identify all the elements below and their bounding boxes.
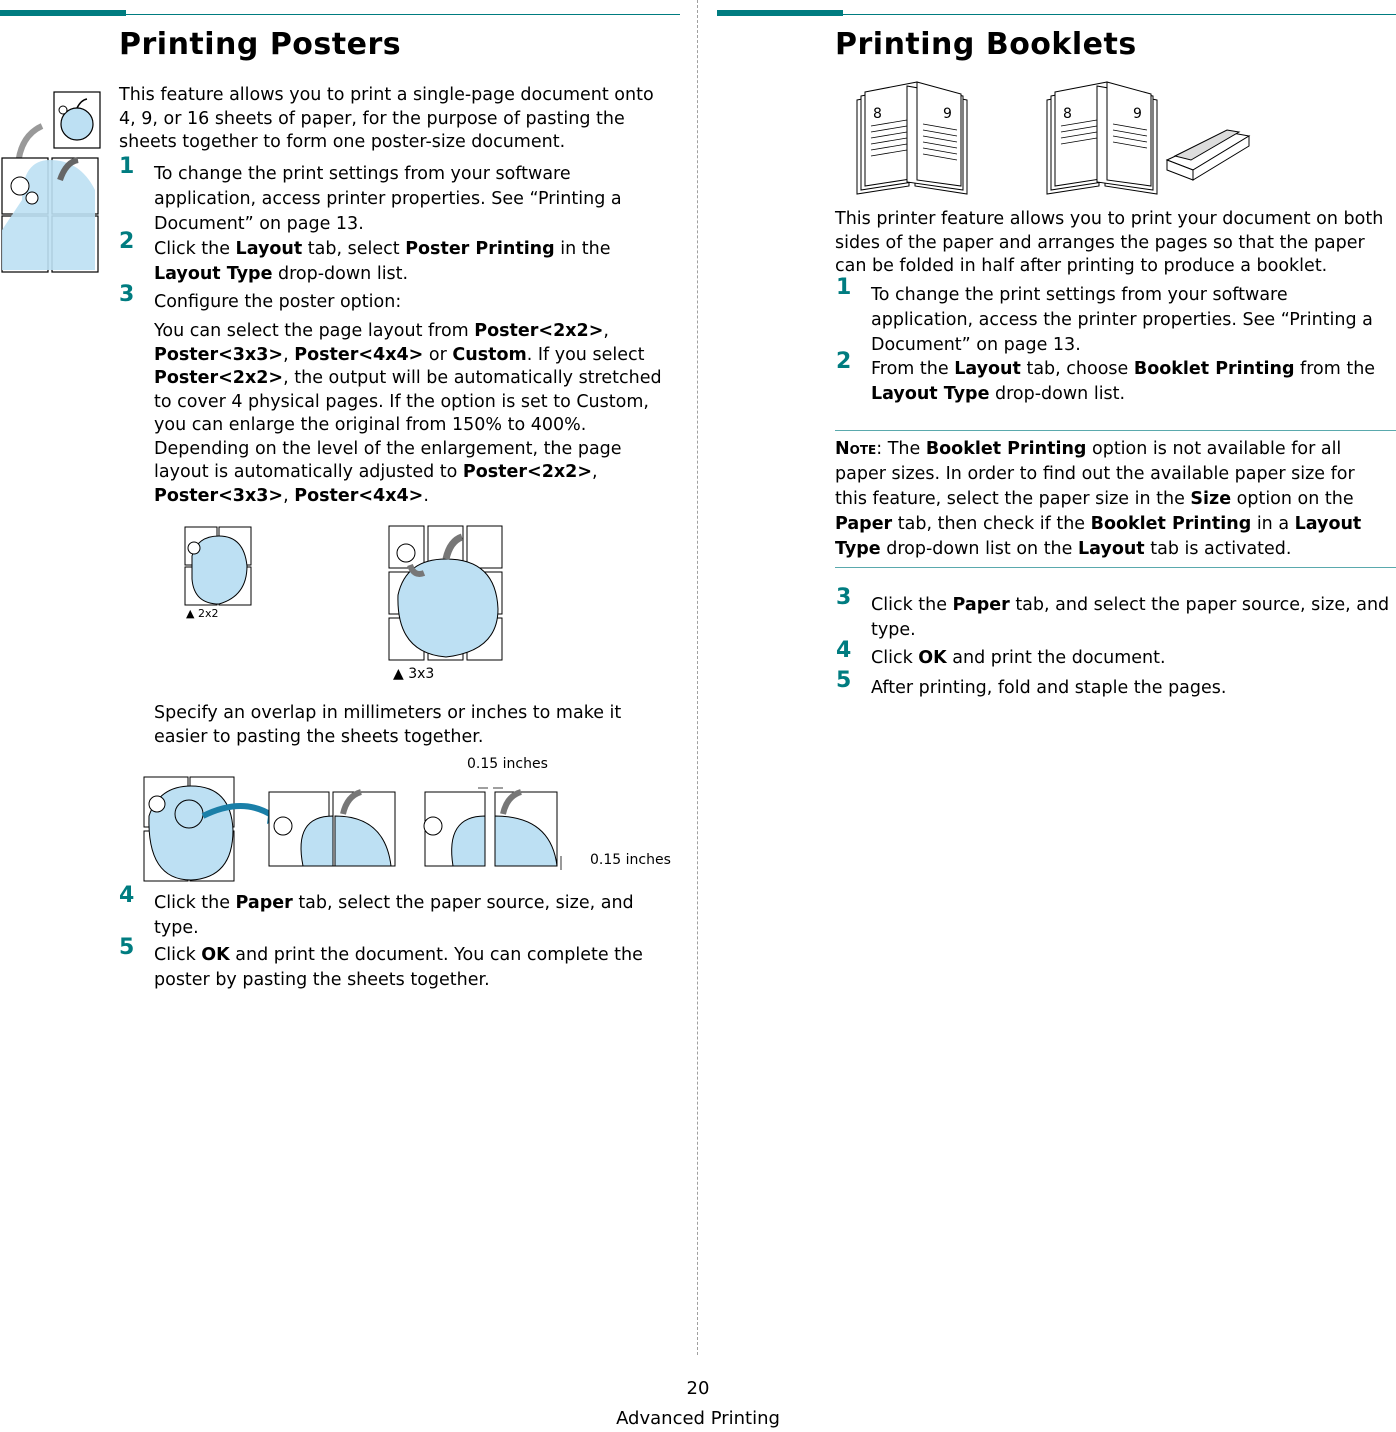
printing-posters-title: Printing Posters xyxy=(119,27,402,62)
booklet-note-text: Note: The Booklet Printing option is not available for all paper sizes. In order to find out the available paper size for this feature, select the paper size in the Size option on the Paper tab, then check if the Booklet Printing in a Layout Type drop-down list on the Layout tab is activated. xyxy=(835,439,1362,559)
booklet-step-4: 4 Click OK and print the document. xyxy=(836,638,1166,668)
booklet-note xyxy=(835,430,1396,568)
booklet-step-2: 2 From the Layout tab, choose Booklet Printing from the Layout Type drop-down list. xyxy=(836,349,1376,404)
right-header-bar xyxy=(717,10,843,16)
overlap-paragraph: Specify an overlap in millimeters or inches to make it easier to pasting the sheets together. xyxy=(154,703,622,747)
left-header-line xyxy=(126,14,680,15)
booklet-illustration xyxy=(855,80,1255,192)
posters-intro: This feature allows you to print a single-page document onto 4, 9, or 16 sheets of paper, for the purpose of pasting the sheets together to form one poster-size document. xyxy=(119,85,654,152)
booklet-page-right-a: 9 xyxy=(943,106,952,122)
booklet-page-right-b: 9 xyxy=(1133,106,1142,122)
poster-options-paragraph: You can select the page layout from Poster<2x2>, Poster<3x3>, Poster<4x4> or Custom. If you select Poster<2x2>, the output will be automatically stretched to cover 4 physical pages. If the option is set to Custom, you can enlarge the original from 150% to 400%. Depending on the level of the enlargement, the page layout is automatically adjusted to Poster<2x2>, Poster<3x3>, Poster<4x4>. xyxy=(154,321,662,506)
caption-3x3: ▲ 3x3 xyxy=(393,666,435,682)
printing-booklets-title: Printing Booklets xyxy=(835,27,1137,62)
overlap-illustration xyxy=(143,776,573,886)
right-header-line xyxy=(843,14,1396,15)
booklet-step-1: 1 To change the print settings from your software application, access the printer properties. See “Printing a Document” on page 13. xyxy=(836,275,1373,355)
poster-apple-illustration xyxy=(2,90,102,275)
booklet-page-left-a: 8 xyxy=(873,106,882,122)
poster-step-1: 1 To change the print settings from your software application, access printer properties. See “Printing a Document” on page 13. xyxy=(119,154,622,234)
poster-step-5: 5 Click OK and print the document. You can complete the poster by pasting the sheets together. xyxy=(119,935,643,990)
note-label: Note xyxy=(835,439,877,459)
caption-2x2: ▲ 2x2 xyxy=(186,607,219,620)
poster-2x2-illustration xyxy=(184,526,254,608)
poster-3x3-illustration xyxy=(388,525,504,661)
poster-step-3: 3 Configure the poster option: xyxy=(119,282,402,312)
overlap-label-top: 0.15 inches xyxy=(467,756,548,772)
poster-step-4: 4 Click the Paper tab, select the paper source, size, and type. xyxy=(119,883,634,938)
overlap-label-right: 0.15 inches xyxy=(590,852,671,868)
stapler-icon xyxy=(1167,130,1249,180)
page-number: 20 xyxy=(686,1378,710,1399)
footer-section-title: Advanced Printing xyxy=(616,1408,780,1429)
left-header-bar xyxy=(0,10,126,16)
poster-step-2: 2 Click the Layout tab, select Poster Printing in the Layout Type drop-down list. xyxy=(119,229,611,284)
booklet-step-5: 5 After printing, fold and staple the pages. xyxy=(836,668,1227,698)
booklets-intro: This printer feature allows you to print your document on both sides of the paper and arranges the pages so that the paper can be folded in half after printing to produce a booklet. xyxy=(835,209,1384,276)
booklet-step-3: 3 Click the Paper tab, and select the paper source, size, and type. xyxy=(836,585,1390,640)
booklet-page-left-b: 8 xyxy=(1063,106,1072,122)
column-divider xyxy=(697,0,698,1355)
